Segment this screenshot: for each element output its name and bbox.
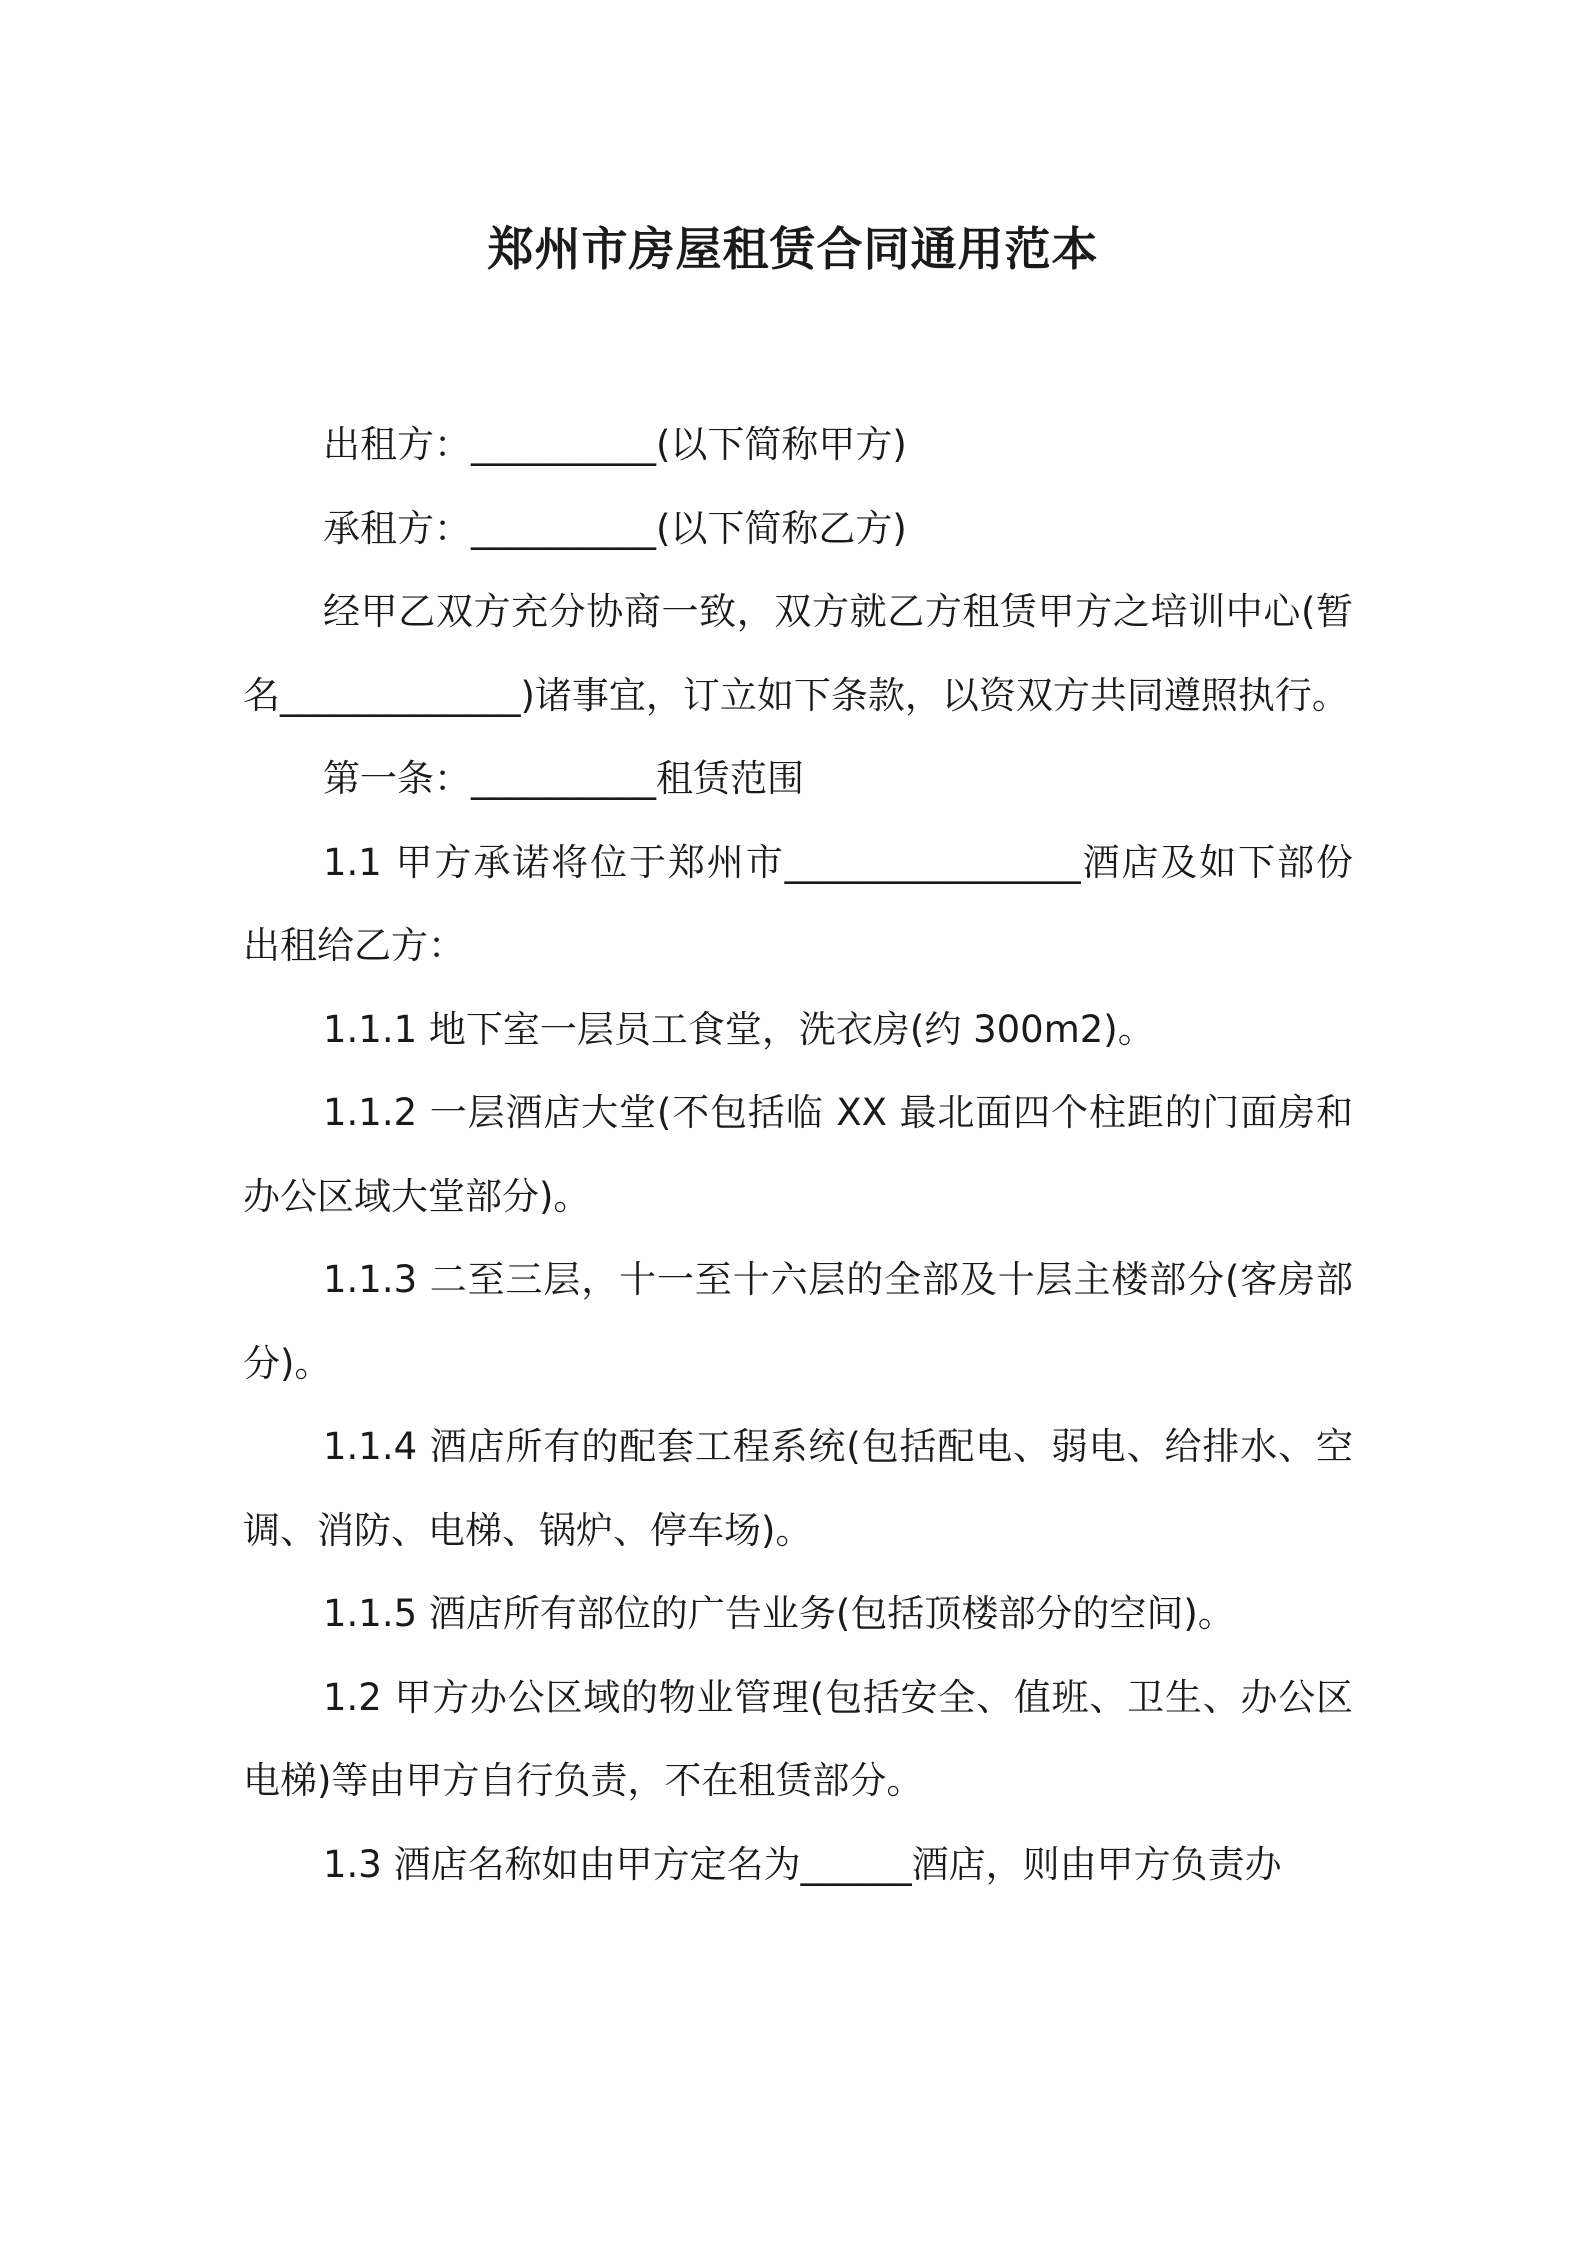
paragraph-clause-1-1: 1.1 甲方承诺将位于郑州市________________酒店及如下部份出租给乙方： (243, 840, 1353, 967)
paragraph-clause-1-1-4: 1.1.4 酒店所有的配套工程系统(包括配电、弱电、给排水、空调、消防、电梯、锅炉、停车场)。 (243, 1425, 1353, 1552)
document-title: 郑州市房屋租赁合同通用范本 (487, 222, 1099, 276)
paragraph-clause-1-1-1: 1.1.1 地下室一层员工食堂，洗衣房(约 300m2)。 (323, 1007, 1155, 1051)
document-body (243, 403, 1353, 1906)
paragraph-clause-1-1-3: 1.1.3 二至三层，十一至十六层的全部及十层主楼部分(客房部分)。 (243, 1258, 1353, 1385)
paragraph-clause-1-1-2: 1.1.2 一层酒店大堂(不包括临 XX 最北面四个柱距的门面房和办公区域大堂部分)。 (243, 1091, 1353, 1218)
paragraph-lessor: 出租方：__________(以下简称甲方) (323, 423, 907, 466)
paragraph-clause-1-2: 1.2 甲方办公区域的物业管理(包括安全、值班、卫生、办公区电梯)等由甲方自行负责，不在租赁部分。 (243, 1675, 1353, 1802)
paragraph-clause-1-3: 1.3 酒店名称如由甲方定名为______酒店，则由甲方负责办 (323, 1842, 1282, 1886)
paragraph-preamble: 经甲乙双方充分协商一致，双方就乙方租赁甲方之培训中心(暂名_____________)诸事宜，订立如下条款，以资双方共同遵照执行。 (243, 590, 1353, 717)
paragraph-article-1-heading: 第一条：__________租赁范围 (323, 757, 804, 800)
paragraph-clause-1-1-5: 1.1.5 酒店所有部位的广告业务(包括顶楼部分的空间)。 (323, 1592, 1235, 1635)
paragraph-lessee: 承租方：__________(以下简称乙方) (323, 506, 907, 550)
